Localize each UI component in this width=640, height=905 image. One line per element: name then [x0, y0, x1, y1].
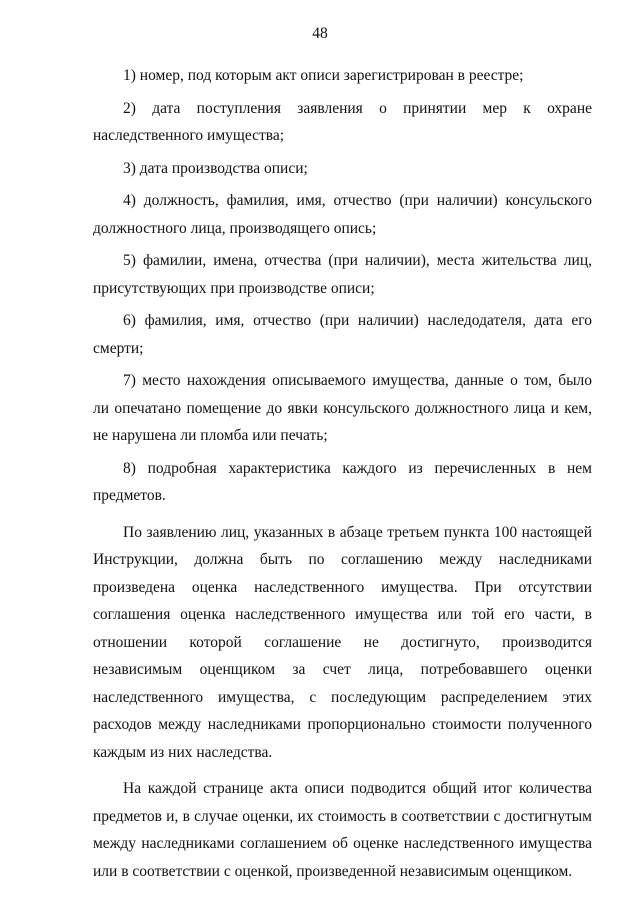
list-item-2: 2) дата поступления заявления о принятии мер к охране наследственного имущества; [93, 99, 592, 144]
list-item-5: 5) фамилии, имена, отчества (при наличии), места жительства лиц, присутствующих при производстве описи; [93, 252, 592, 297]
document-body [93, 62, 592, 890]
list-item-3: 3) дата производства описи; [123, 159, 308, 177]
list-item-4: 4) должность, фамилия, имя, отчество (при наличии) консульского должностного лица, производящего опись; [93, 192, 592, 237]
paragraph-totals: На каждой странице акта описи подводится общий итог количества предметов и, в случае оценки, их стоимость в соответствии с достигнутым между наследниками соглашением об оценке наследственного имущества или в соответствии с оценкой, произведенной независимым оценщиком. [93, 780, 592, 880]
paragraph-valuation: По заявлению лиц, указанных в абзаце третьем пункта 100 настоящей Инструкции, должна быть по соглашению между наследниками произведена оценка наследственного имущества. При отсутствии соглашения оценка наследственного имущества или той его части, в отношении которой соглашение не достигнуто, производится независимым оценщиком за счет лица, потребовавшего оценки наследственного имущества, с последующим распределением этих расходов между наследниками пропорционально стоимости полученного каждым из них наследства. [93, 523, 592, 761]
list-item-1: 1) номер, под которым акт описи зарегистрирован в реестре; [123, 67, 524, 84]
list-item-7: 7) место нахождения описываемого имущества, данные о том, было ли опечатано помещение до явки консульского должностного лица и кем, не нарушена ли пломба или печать; [93, 372, 592, 444]
page-number: 48 [312, 25, 328, 42]
list-item-6: 6) фамилия, имя, отчество (при наличии) наследодателя, дата его смерти; [93, 312, 592, 357]
list-item-8: 8) подробная характеристика каждого из перечисленных в нем предметов. [93, 459, 592, 504]
